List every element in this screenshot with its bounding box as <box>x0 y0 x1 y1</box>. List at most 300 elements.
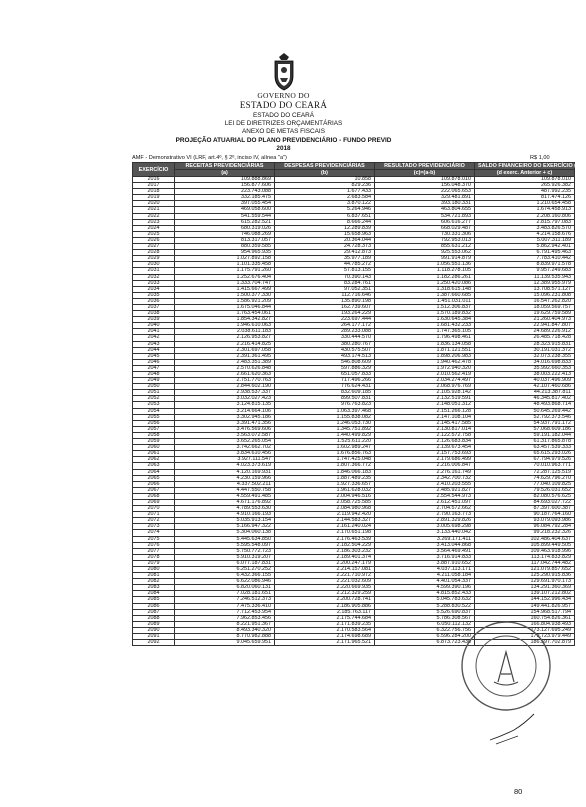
cell-revenue: 7.962.853.456 <box>175 615 275 621</box>
cell-year: 2064 <box>133 469 175 475</box>
cell-balance: 265.926.382 <box>475 183 575 189</box>
cell-revenue: 1.415.667.499 <box>175 286 275 292</box>
cell-result: 925.553.062 <box>375 250 475 256</box>
government-line-1: GOVERNO DO <box>257 91 310 100</box>
cell-year: 2030 <box>133 262 175 268</box>
cell-balance: 5.862.942.401 <box>475 244 575 250</box>
cell-result: 4.037.113.171 <box>375 567 475 573</box>
cell-year: 2052 <box>133 396 175 402</box>
cell-expenses: 2.221.710.972 <box>275 573 375 579</box>
cell-revenue: 2.301.697.058 <box>175 347 275 353</box>
cell-revenue: 1.854.342.827 <box>175 317 275 323</box>
cell-revenue: 3.834.610.456 <box>175 451 275 457</box>
cell-revenue: 2.483.351.389 <box>175 359 275 365</box>
heading-line: LEI DE DIRETRIZES ORÇAMENTÁRIAS <box>224 120 343 128</box>
cell-expenses: 829.236 <box>275 183 375 189</box>
cell-result: 3.005.698.298 <box>375 524 475 530</box>
cell-balance: 54.937.791.172 <box>475 420 575 426</box>
cell-result: 3.716.914.833 <box>375 554 475 560</box>
cell-revenue: 541.559.544 <box>175 213 275 219</box>
cell-balance: 1.674.458.913 <box>475 207 575 213</box>
cell-year: 2063 <box>133 463 175 469</box>
cell-revenue: 3.124.815.135 <box>175 402 275 408</box>
column-header-result: RESULTADO PREVIDENCIÁRIO <box>375 163 475 170</box>
cell-balance: 19.629.759.589 <box>475 311 575 317</box>
cell-result: 3.133.440.042 <box>375 530 475 536</box>
cell-balance: 129.691.970.173 <box>475 579 575 585</box>
cell-revenue: 954.965.935 <box>175 250 275 256</box>
cell-year: 2025 <box>133 231 175 237</box>
cell-year: 2058 <box>133 432 175 438</box>
cell-balance: 144.152.996.434 <box>475 597 575 603</box>
cell-year: 2051 <box>133 390 175 396</box>
cell-result: 393.180.331 <box>375 201 475 207</box>
cell-result: 2.034.274.497 <box>375 378 475 384</box>
column-header-expenses: DESPESAS PREVIDENCIÁRIAS <box>275 163 375 170</box>
cell-expenses: 35.977.189 <box>275 256 375 262</box>
cell-revenue: 3.742.662.702 <box>175 445 275 451</box>
cell-expenses: 2.004.946.516 <box>275 493 375 499</box>
cell-result: 2.704.572.662 <box>375 506 475 512</box>
cell-revenue: 156.877.606 <box>175 183 275 189</box>
cell-result: 5.045.783.632 <box>375 597 475 603</box>
cell-year: 2033 <box>133 280 175 286</box>
cell-year: 2075 <box>133 536 175 542</box>
cell-expenses: 2.170.651.198 <box>275 530 375 536</box>
cell-balance: 8.839.971.578 <box>475 262 575 268</box>
cell-revenue: 4.671.176.892 <box>175 499 275 505</box>
cell-expenses: 1.440.499.829 <box>275 432 375 438</box>
cell-result: 2.179.686.499 <box>375 457 475 463</box>
cell-revenue: 3.563.072.587 <box>175 432 275 438</box>
cell-result: 6.873.723.430 <box>375 640 475 646</box>
cell-expenses: 2.171.965.521 <box>275 640 375 646</box>
cell-expenses: 2.220.669.935 <box>275 585 375 591</box>
cell-expenses: 10.858 <box>275 177 375 183</box>
cell-balance: 40.037.496.909 <box>475 378 575 384</box>
cell-revenue: 813.317.057 <box>175 237 275 243</box>
cell-balance: 125.290.915.836 <box>475 573 575 579</box>
cell-result: 4.599.390.196 <box>375 585 475 591</box>
cell-result: 5.526.690.837 <box>375 609 475 615</box>
cell-balance: 90.187.764.160 <box>475 512 575 518</box>
cell-result: 3.887.910.652 <box>375 560 475 566</box>
cell-balance: 32.073.238.355 <box>475 353 575 359</box>
cell-revenue: 7.028.181.651 <box>175 591 275 597</box>
cell-result: 4.211.058.184 <box>375 573 475 579</box>
table-caption-row <box>132 155 572 161</box>
cell-expenses: 3.870.122 <box>275 201 375 207</box>
cell-balance: 57.068.609.186 <box>475 426 575 432</box>
cell-result: 2.151.266.128 <box>375 408 475 414</box>
cell-revenue: 1.763.454.061 <box>175 311 275 317</box>
cell-result: 6.596.284.200 <box>375 634 475 640</box>
cell-balance: 99.218.232.326 <box>475 530 575 536</box>
cell-expenses: 223.697.444 <box>275 317 375 323</box>
cell-revenue: 4.910.166.193 <box>175 512 275 518</box>
cell-expenses: 2.214.157.081 <box>275 567 375 573</box>
cell-result: 1.512.306.837 <box>375 304 475 310</box>
cell-year: 2071 <box>133 512 175 518</box>
cell-expenses: 6.837.651 <box>275 213 375 219</box>
cell-balance: 65.615.293.026 <box>475 451 575 457</box>
cell-result: 2.010.562.419 <box>375 372 475 378</box>
cell-year: 2088 <box>133 615 175 621</box>
column-subheader-result: (c)=(a-b) <box>375 170 475 177</box>
cell-revenue: 6.820.060.131 <box>175 585 275 591</box>
cell-year: 2050 <box>133 384 175 390</box>
cell-year: 2041 <box>133 329 175 335</box>
cell-revenue: 2.126.953.827 <box>175 335 275 341</box>
cell-revenue: 2.751.770.763 <box>175 378 275 384</box>
column-header-year: EXERCÍCIO <box>133 163 175 177</box>
cell-expenses: 546.808.609 <box>275 359 375 365</box>
cell-year: 2084 <box>133 591 175 597</box>
cell-revenue: 5.750.772.723 <box>175 548 275 554</box>
cell-revenue: 2.938.537.337 <box>175 390 275 396</box>
cell-revenue: 8.770.982.888 <box>175 634 275 640</box>
cell-balance: 1.210.654.458 <box>475 201 575 207</box>
cell-result: 2.148.051.312 <box>375 402 475 408</box>
cell-balance: 63.457.539.333 <box>475 445 575 451</box>
cell-result: 1.182.286.261 <box>375 274 475 280</box>
cell-balance: 26.485.718.428 <box>475 335 575 341</box>
cell-balance: 2.815.797.083 <box>475 219 575 225</box>
cell-expenses: 29.412.873 <box>275 250 375 256</box>
cell-result: 109.878.010 <box>375 177 475 183</box>
cell-revenue: 1.101.335.458 <box>175 262 275 268</box>
cell-year: 2055 <box>133 414 175 420</box>
cell-balance: 186.597.702.879 <box>475 640 575 646</box>
cell-expenses: 2.189.401.374 <box>275 554 375 560</box>
cell-balance: 160.754.826.361 <box>475 615 575 621</box>
cell-result: 463.804.655 <box>375 207 475 213</box>
cell-expenses: 430.575.507 <box>275 347 375 353</box>
cell-expenses: 2.200.728.741 <box>275 597 375 603</box>
cell-expenses: 899.507.831 <box>275 396 375 402</box>
cell-expenses: 1.846.066.183 <box>275 469 375 475</box>
cell-expenses: 1.676.856.763 <box>275 451 375 457</box>
cell-balance: 179.723.979.449 <box>475 634 575 640</box>
cell-revenue: 5.035.913.154 <box>175 518 275 524</box>
currency-unit: R$ 1,00 <box>530 155 550 161</box>
cell-expenses: 1.677.433 <box>275 189 375 195</box>
heading-line: ESTADO DO CEARÁ <box>253 112 314 119</box>
cell-expenses: 162.739.607 <box>275 304 375 310</box>
cell-balance: 4.214.158.676 <box>475 231 575 237</box>
heading-line: ANEXO DE METAS FISCAIS <box>242 128 325 136</box>
cell-balance: 7.783.410.442 <box>475 256 575 262</box>
cell-revenue: 5.445.634.850 <box>175 536 275 542</box>
cell-year: 2068 <box>133 493 175 499</box>
cell-expenses: 2.221.032.609 <box>275 579 375 585</box>
cell-year: 2053 <box>133 402 175 408</box>
cell-balance: 61.317.865.878 <box>475 439 575 445</box>
cell-revenue: 9.045.659.951 <box>175 640 275 646</box>
cell-year: 2067 <box>133 487 175 493</box>
cell-year: 2016 <box>133 177 175 183</box>
cell-revenue: 5.166.947.322 <box>175 524 275 530</box>
cell-balance: 109.878.010 <box>475 177 575 183</box>
cell-revenue: 223.743.088 <box>175 189 275 195</box>
cell-revenue: 2.844.602.190 <box>175 384 275 390</box>
cell-result: 2.485.921.827 <box>375 487 475 493</box>
heading-line: PROJEÇÃO ATUARIAL DO PLANO PREVIDENCIÁRIO - FUNDO PREVID <box>175 136 392 144</box>
cell-expenses: 2.186.905.886 <box>275 603 375 609</box>
cell-result: 3.413.044.868 <box>375 542 475 548</box>
cell-result: 2.122.572.758 <box>375 432 475 438</box>
cell-balance: 70.010.963.771 <box>475 463 575 469</box>
cell-result: 2.612.451.097 <box>375 499 475 505</box>
cell-year: 2092 <box>133 640 175 646</box>
cell-result: 3.269.171.411 <box>375 536 475 542</box>
cell-balance: 24.689.226.912 <box>475 329 575 335</box>
cell-year: 2059 <box>133 439 175 445</box>
cell-expenses: 2.176.463.539 <box>275 536 375 542</box>
cell-expenses: 2.171.839.235 <box>275 621 375 627</box>
cell-expenses: 2.161.240.024 <box>275 524 375 530</box>
table-header <box>133 163 586 177</box>
cell-year: 2031 <box>133 268 175 274</box>
cell-balance: 139.107.212.802 <box>475 591 575 597</box>
actuarial-projection-table <box>132 162 586 646</box>
cell-balance: 2.208.160.806 <box>475 213 575 219</box>
cell-year: 2089 <box>133 621 175 627</box>
cell-year: 2049 <box>133 378 175 384</box>
cell-revenue: 4.559.491.485 <box>175 493 275 499</box>
cell-result: 1.570.189.832 <box>375 311 475 317</box>
cell-expenses: 1.887.489.235 <box>275 475 375 481</box>
cell-revenue: 1.675.046.844 <box>175 304 275 310</box>
cell-balance: 96.084.792.284 <box>475 524 575 530</box>
cell-balance: 34.016.698.833 <box>475 359 575 365</box>
cell-balance: 3.483.826.570 <box>475 225 575 231</box>
cell-expenses: 193.264.229 <box>275 311 375 317</box>
heading-line: 2018 <box>276 144 291 152</box>
cell-result: 792.953.013 <box>375 237 475 243</box>
cell-result: 2.276.161.749 <box>375 469 475 475</box>
cell-expenses: 493.174.513 <box>275 353 375 359</box>
cell-result: 4.815.852.433 <box>375 591 475 597</box>
cell-year: 2080 <box>133 567 175 573</box>
cell-expenses: 44.785.272 <box>275 262 375 268</box>
cell-balance: 12.389.955.979 <box>475 280 575 286</box>
cell-result: 668.029.487 <box>375 225 475 231</box>
cell-revenue: 7.475.336.410 <box>175 603 275 609</box>
cell-expenses: 83.284.761 <box>275 280 375 286</box>
cell-result: 1.898.206.983 <box>375 353 475 359</box>
cell-result: 2.145.417.585 <box>375 420 475 426</box>
cell-year: 2037 <box>133 304 175 310</box>
cell-expenses: 12.289.839 <box>275 225 375 231</box>
cell-expenses: 2.084.980.968 <box>275 506 375 512</box>
cell-expenses: 2.170.583.564 <box>275 627 375 633</box>
cell-balance: 117.042.744.482 <box>475 560 575 566</box>
cell-year: 2047 <box>133 365 175 371</box>
cell-year: 2085 <box>133 597 175 603</box>
cell-result: 991.914.879 <box>375 256 475 262</box>
cell-expenses: 2.683.584 <box>275 195 375 201</box>
cell-year: 2036 <box>133 298 175 304</box>
cell-revenue: 1.946.610.063 <box>175 323 275 329</box>
cell-result: 2.410.203.555 <box>375 481 475 487</box>
cell-result: 3.564.469.491 <box>375 548 475 554</box>
cell-revenue: 5.595.548.097 <box>175 542 275 548</box>
cell-year: 2039 <box>133 317 175 323</box>
cell-year: 2057 <box>133 426 175 432</box>
cell-expenses: 651.057.833 <box>275 372 375 378</box>
cell-year: 2032 <box>133 274 175 280</box>
cell-balance: 13.708.571.127 <box>475 286 575 292</box>
cell-revenue: 2.391.361.495 <box>175 353 275 359</box>
cell-expenses: 330.444.570 <box>275 335 375 341</box>
cell-revenue: 3.032.027.423 <box>175 396 275 402</box>
cell-year: 2048 <box>133 372 175 378</box>
cell-revenue: 615.282.521 <box>175 219 275 225</box>
cell-year: 2038 <box>133 311 175 317</box>
cell-expenses: 2.058.725.585 <box>275 499 375 505</box>
cell-revenue: 3.391.471.356 <box>175 420 275 426</box>
cell-revenue: 332.185.475 <box>175 195 275 201</box>
cell-expenses: 1.961.628.032 <box>275 487 375 493</box>
cell-year: 2021 <box>133 207 175 213</box>
cell-year: 2074 <box>133 530 175 536</box>
cell-balance: 9.957.249.683 <box>475 268 575 274</box>
cell-revenue: 4.120.169.931 <box>175 469 275 475</box>
cell-expenses: 112.716.646 <box>275 292 375 298</box>
cell-revenue: 3.476.569.606 <box>175 426 275 432</box>
cell-result: 2.216.006.847 <box>375 463 475 469</box>
cell-balance: 74.629.796.270 <box>475 475 575 481</box>
cell-revenue: 1.252.676.404 <box>175 274 275 280</box>
cell-expenses: 2.212.329.259 <box>275 591 375 597</box>
cell-result: 1.747.365.105 <box>375 329 475 335</box>
cell-year: 2091 <box>133 634 175 640</box>
cell-revenue: 6.077.187.831 <box>175 560 275 566</box>
cell-year: 2081 <box>133 573 175 579</box>
cell-result: 2.132.519.591 <box>375 396 475 402</box>
cell-year: 2044 <box>133 347 175 353</box>
cell-balance: 52.792.373.546 <box>475 414 575 420</box>
cell-expenses: 135.890.198 <box>275 298 375 304</box>
cell-year: 2043 <box>133 341 175 347</box>
cell-year: 2056 <box>133 420 175 426</box>
cell-balance: 6.791.495.463 <box>475 250 575 256</box>
cell-year: 2070 <box>133 506 175 512</box>
cell-balance: 59.191.182.044 <box>475 432 575 438</box>
cell-result: 1.318.615.148 <box>375 286 475 292</box>
cell-expenses: 2.175.744.684 <box>275 615 375 621</box>
cell-expenses: 2.144.583.327 <box>275 518 375 524</box>
cell-revenue: 3.214.664.106 <box>175 408 275 414</box>
cell-revenue: 3.927.111.547 <box>175 457 275 463</box>
cell-year: 2062 <box>133 457 175 463</box>
cell-revenue: 880.359.585 <box>175 244 275 250</box>
cell-year: 2079 <box>133 560 175 566</box>
cell-result: 5.288.830.522 <box>375 603 475 609</box>
cell-result: 5.786.308.567 <box>375 615 475 621</box>
column-header-balance: SALDO FINANCEIRO DO EXERCÍCIO (d) = <box>475 163 575 170</box>
cell-revenue: 3.302.945.186 <box>175 414 275 420</box>
cell-balance: 46.345.817.402 <box>475 396 575 402</box>
cell-expenses: 1.246.053.730 <box>275 420 375 426</box>
cell-result: 2.139.673.454 <box>375 445 475 451</box>
cell-year: 2060 <box>133 445 175 451</box>
cell-balance: 121.079.857.652 <box>475 567 575 573</box>
cell-revenue: 8.493.340.320 <box>175 627 275 633</box>
cell-result: 2.147.108.104 <box>375 414 475 420</box>
government-line-2: ESTADO DO CEARÁ <box>239 100 328 110</box>
cell-year: 2090 <box>133 627 175 633</box>
cell-result: 222.065.653 <box>375 189 475 195</box>
cell-year: 2073 <box>133 524 175 530</box>
table-body <box>133 177 575 646</box>
cell-result: 2.157.753.693 <box>375 451 475 457</box>
cell-balance: 113.174.833.829 <box>475 554 575 560</box>
cell-year: 2078 <box>133 554 175 560</box>
cell-year: 2040 <box>133 323 175 329</box>
cell-balance: 5.007.311.189 <box>475 237 575 243</box>
cell-year: 2029 <box>133 256 175 262</box>
cell-result: 1.871.121.551 <box>375 347 475 353</box>
cell-balance: 15.096.231.808 <box>475 292 575 298</box>
cell-revenue: 6.251.270.252 <box>175 567 275 573</box>
cell-expenses: 2.186.303.232 <box>275 548 375 554</box>
cell-balance: 11.139.535.943 <box>475 274 575 280</box>
cell-revenue: 7.246.512.373 <box>175 597 275 603</box>
cell-result: 2.554.544.973 <box>375 493 475 499</box>
cell-balance: 82.080.576.625 <box>475 493 575 499</box>
cell-year: 2046 <box>133 359 175 365</box>
cell-year: 2054 <box>133 408 175 414</box>
cell-expenses: 1.807.366.772 <box>275 463 375 469</box>
cell-result: 730.331.306 <box>375 231 475 237</box>
cell-expenses: 24.728.373 <box>275 244 375 250</box>
cell-year: 2019 <box>133 195 175 201</box>
cell-revenue: 397.055.454 <box>175 201 275 207</box>
cell-revenue: 5.910.319.207 <box>175 554 275 560</box>
cell-year: 2022 <box>133 213 175 219</box>
cell-balance: 22.941.847.807 <box>475 323 575 329</box>
cell-revenue: 1.333.704.747 <box>175 280 275 286</box>
cell-balance: 84.693.027.722 <box>475 499 575 505</box>
cell-balance: 134.291.360.369 <box>475 585 575 591</box>
cell-result: 1.836.134.058 <box>375 341 475 347</box>
cell-year: 2066 <box>133 481 175 487</box>
cell-balance: 109.463.918.996 <box>475 548 575 554</box>
cell-revenue: 2.570.626.848 <box>175 365 275 371</box>
cell-balance: 35.992.660.353 <box>475 365 575 371</box>
cell-expenses: 15.658.963 <box>275 231 375 237</box>
cell-year: 2035 <box>133 292 175 298</box>
cell-revenue: 109.888.869 <box>175 177 275 183</box>
cell-expenses: 5.264.946 <box>275 207 375 213</box>
cell-balance: 38.003.222.413 <box>475 372 575 378</box>
cell-year: 2086 <box>133 603 175 609</box>
cell-expenses: 1.602.989.247 <box>275 445 375 451</box>
cell-revenue: 2.216.414.825 <box>175 341 275 347</box>
cell-expenses: 1.525.611.220 <box>275 439 375 445</box>
cell-year: 2026 <box>133 237 175 243</box>
cell-year: 2027 <box>133 244 175 250</box>
cell-result: 2.126.683.834 <box>375 439 475 445</box>
cell-result: 2.891.329.826 <box>375 518 475 524</box>
cell-result: 6.322.756.756 <box>375 627 475 633</box>
cell-result: 6.050.112.132 <box>375 621 475 627</box>
cell-year: 2045 <box>133 353 175 359</box>
cell-result: 1.796.498.461 <box>375 335 475 341</box>
cell-expenses: 1.155.838.082 <box>275 414 375 420</box>
